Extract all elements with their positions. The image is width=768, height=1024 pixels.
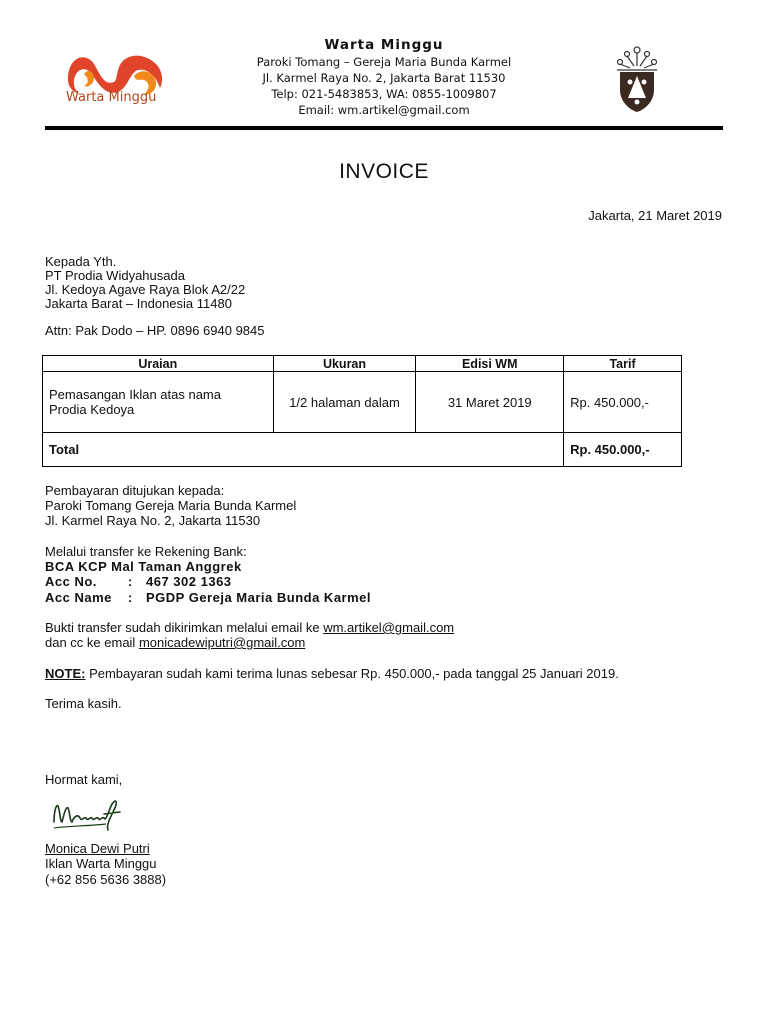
logo-text: Warta Minggu xyxy=(66,90,157,105)
invoice-title: INVOICE xyxy=(339,160,429,183)
email-link-monica[interactable]: monicadewiputri@gmail.com xyxy=(138,635,306,650)
acc-name-separator: : xyxy=(128,590,133,605)
signatory-role: Iklan Warta Minggu xyxy=(45,856,157,871)
acc-name-value: PGDP Gereja Maria Bunda Karmel xyxy=(146,590,372,605)
cell-uraian-line-2: Prodia Kedoya xyxy=(49,402,135,417)
payment-intro: Pembayaran ditujukan kepada: xyxy=(45,483,225,498)
table-row xyxy=(43,372,682,433)
column-header-ukuran: Ukuran xyxy=(273,356,416,372)
handwritten-signature xyxy=(48,792,124,834)
recipient-address-1: Jl. Kedoya Agave Raya Blok A2/22 xyxy=(45,282,246,297)
invoice-table xyxy=(42,355,682,467)
org-line-3: Telp: 021-5483853, WA: 0855-1009807 xyxy=(271,87,497,101)
note-label: NOTE: xyxy=(45,666,86,681)
closing-salutation: Hormat kami, xyxy=(45,772,123,787)
note-text: Pembayaran sudah kami terima lunas sebesar Rp. 450.000,- pada tanggal 25 Januari 2019. xyxy=(89,666,619,681)
payment-address: Jl. Karmel Raya No. 2, Jakarta 11530 xyxy=(45,513,261,528)
acc-no-value: 467 302 1363 xyxy=(146,574,232,589)
acc-no-separator: : xyxy=(128,574,133,589)
org-line-4: Email: wm.artikel@gmail.com xyxy=(298,103,470,117)
total-label: Total xyxy=(43,433,564,467)
recipient-company: PT Prodia Widyahusada xyxy=(45,268,185,283)
bank-name: BCA KCP Mal Taman Anggrek xyxy=(45,559,242,574)
invoice-date: Jakarta, 21 Maret 2019 xyxy=(588,208,722,223)
organization-header xyxy=(200,36,568,118)
email-link-artikel[interactable]: wm.artikel@gmail.com xyxy=(323,620,455,635)
carmelite-crest-icon xyxy=(612,42,662,114)
total-row xyxy=(43,433,682,467)
column-header-tarif: Tarif xyxy=(564,356,682,372)
cell-uraian-line-1: Pemasangan Iklan atas nama xyxy=(49,387,221,402)
table-header-row xyxy=(43,356,682,372)
transfer-intro: Melalui transfer ke Rekening Bank: xyxy=(45,544,247,559)
proof-line-2-text: dan cc ke email xyxy=(45,635,136,650)
cell-tarif: Rp. 450.000,- xyxy=(564,372,682,433)
proof-line-2 xyxy=(45,635,305,651)
acc-name-label: Acc Name xyxy=(45,590,112,605)
acc-no-label: Acc No. xyxy=(45,574,97,589)
header-divider xyxy=(45,126,723,130)
cell-edisi: 31 Maret 2019 xyxy=(416,372,564,433)
proof-line-1-text: Bukti transfer sudah dikirimkan melalui email ke xyxy=(45,620,320,635)
recipient-address-2: Jakarta Barat – Indonesia 11480 xyxy=(45,296,232,311)
column-header-edisi: Edisi WM xyxy=(416,356,564,372)
greeting: Kepada Yth. xyxy=(45,254,117,269)
cell-uraian xyxy=(43,372,274,433)
signatory-name: Monica Dewi Putri xyxy=(45,841,150,856)
payment-note xyxy=(45,666,619,682)
org-line-1: Paroki Tomang – Gereja Maria Bunda Karmel xyxy=(256,55,512,69)
org-line-2: Jl. Karmel Raya No. 2, Jakarta Barat 11530 xyxy=(262,71,506,85)
total-value: Rp. 450.000,- xyxy=(564,433,682,467)
thanks-text: Terima kasih. xyxy=(45,696,122,711)
cell-ukuran: 1/2 halaman dalam xyxy=(273,372,416,433)
payment-payee: Paroki Tomang Gereja Maria Bunda Karmel xyxy=(45,498,297,513)
recipient-attn: Attn: Pak Dodo – HP. 0896 6940 9845 xyxy=(45,323,265,338)
column-header-uraian: Uraian xyxy=(43,356,274,372)
proof-line-1 xyxy=(45,620,454,636)
org-name: Warta Minggu xyxy=(324,37,444,53)
signatory-phone: (+62 856 5636 3888) xyxy=(45,872,167,887)
